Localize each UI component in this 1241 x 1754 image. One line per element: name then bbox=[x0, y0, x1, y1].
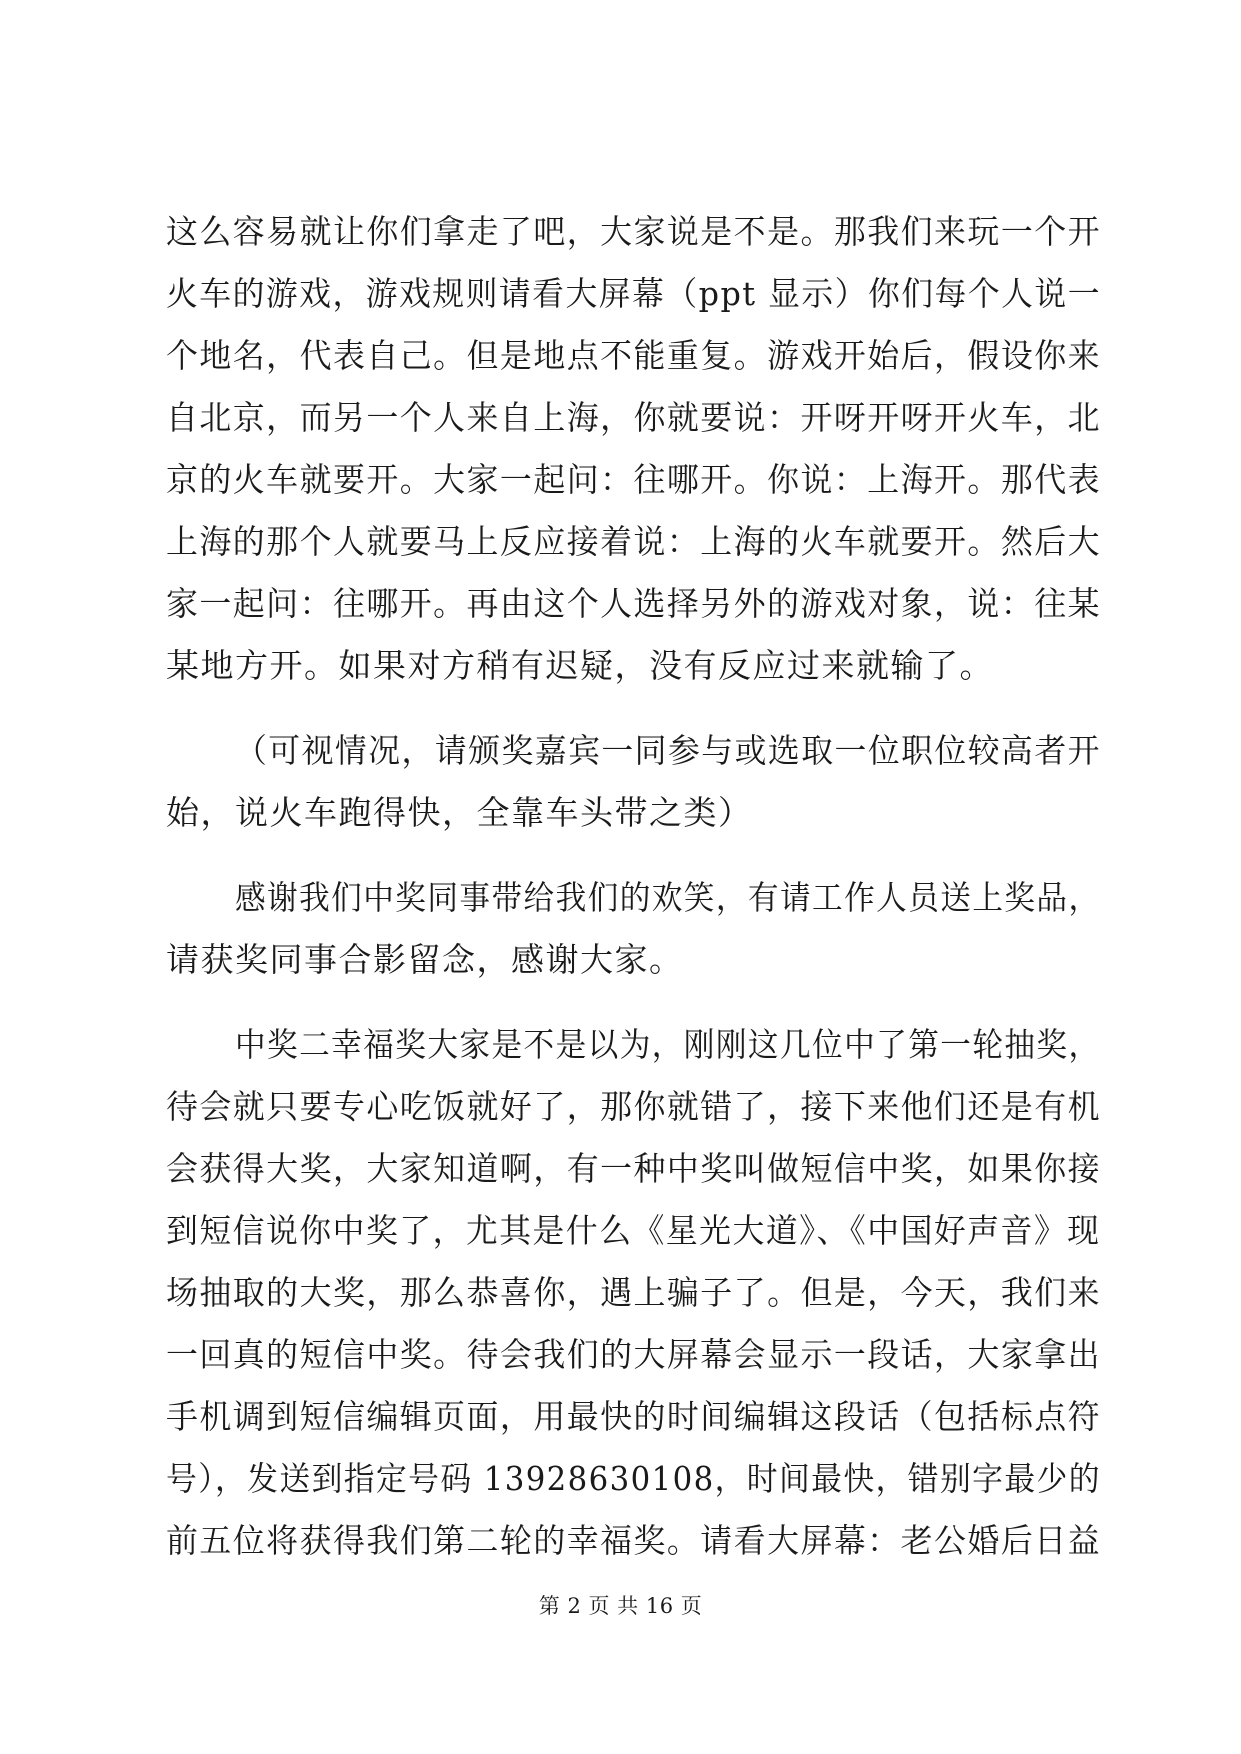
text-line-indent: （可视情况，请颁奖嘉宾一同参与或选取一位职位较高者开 bbox=[235, 731, 1101, 770]
text-line: 手机调到短信编辑页面，用最快的时间编辑这段话（包括标点符 bbox=[166, 1397, 1101, 1436]
text-line: 这么容易就让你们拿走了吧，大家说是不是。那我们来玩一个开 bbox=[166, 212, 1101, 251]
text-line: 一回真的短信中奖。待会我们的大屏幕会显示一段话，大家拿出 bbox=[166, 1335, 1101, 1374]
text-line-indent: 感谢我们中奖同事带给我们的欢笑，有请工作人员送上奖品， bbox=[235, 878, 1101, 917]
text-line: 前五位将获得我们第二轮的幸福奖。请看大屏幕：老公婚后日益 bbox=[166, 1521, 1101, 1560]
text-line: 待会就只要专心吃饭就好了，那你就错了，接下来他们还是有机 bbox=[166, 1087, 1101, 1126]
text-line: 自北京，而另一个人来自上海，你就要说：开呀开呀开火车，北 bbox=[166, 398, 1101, 437]
text-line: 火车的游戏，游戏规则请看大屏幕（ppt 显示）你们每个人说一 bbox=[166, 274, 1101, 313]
text-line: 到短信说你中奖了，尤其是什么《星光大道》、《中国好声音》现 bbox=[166, 1211, 1101, 1250]
text-line: 家一起问：往哪开。再由这个人选择另外的游戏对象，说：往某 bbox=[166, 584, 1101, 623]
text-line: 上海的那个人就要马上反应接着说：上海的火车就要开。然后大 bbox=[166, 522, 1101, 561]
text-line: 个地名，代表自己。但是地点不能重复。游戏开始后，假设你来 bbox=[166, 336, 1101, 375]
text-line: 场抽取的大奖，那么恭喜你，遇上骗子了。但是，今天，我们来 bbox=[166, 1273, 1101, 1312]
text-line: 某地方开。如果对方稍有迟疑，没有反应过来就输了。 bbox=[166, 646, 994, 685]
text-line: 会获得大奖，大家知道啊，有一种中奖叫做短信中奖，如果你接 bbox=[166, 1149, 1101, 1188]
text-line: 请获奖同事合影留念，感谢大家。 bbox=[166, 940, 684, 979]
text-line: 京的火车就要开。大家一起问：往哪开。你说：上海开。那代表 bbox=[166, 460, 1101, 499]
text-line-indent: 中奖二幸福奖大家是不是以为，刚刚这几位中了第一轮抽奖， bbox=[235, 1025, 1101, 1064]
text-line: 始，说火车跑得快，全靠车头带之类） bbox=[166, 793, 753, 832]
text-line: 号），发送到指定号码 13928630108，时间最快，错别字最少的 bbox=[166, 1459, 1101, 1498]
page-number-footer: 第 2 页 共 16 页 bbox=[538, 1594, 703, 1618]
